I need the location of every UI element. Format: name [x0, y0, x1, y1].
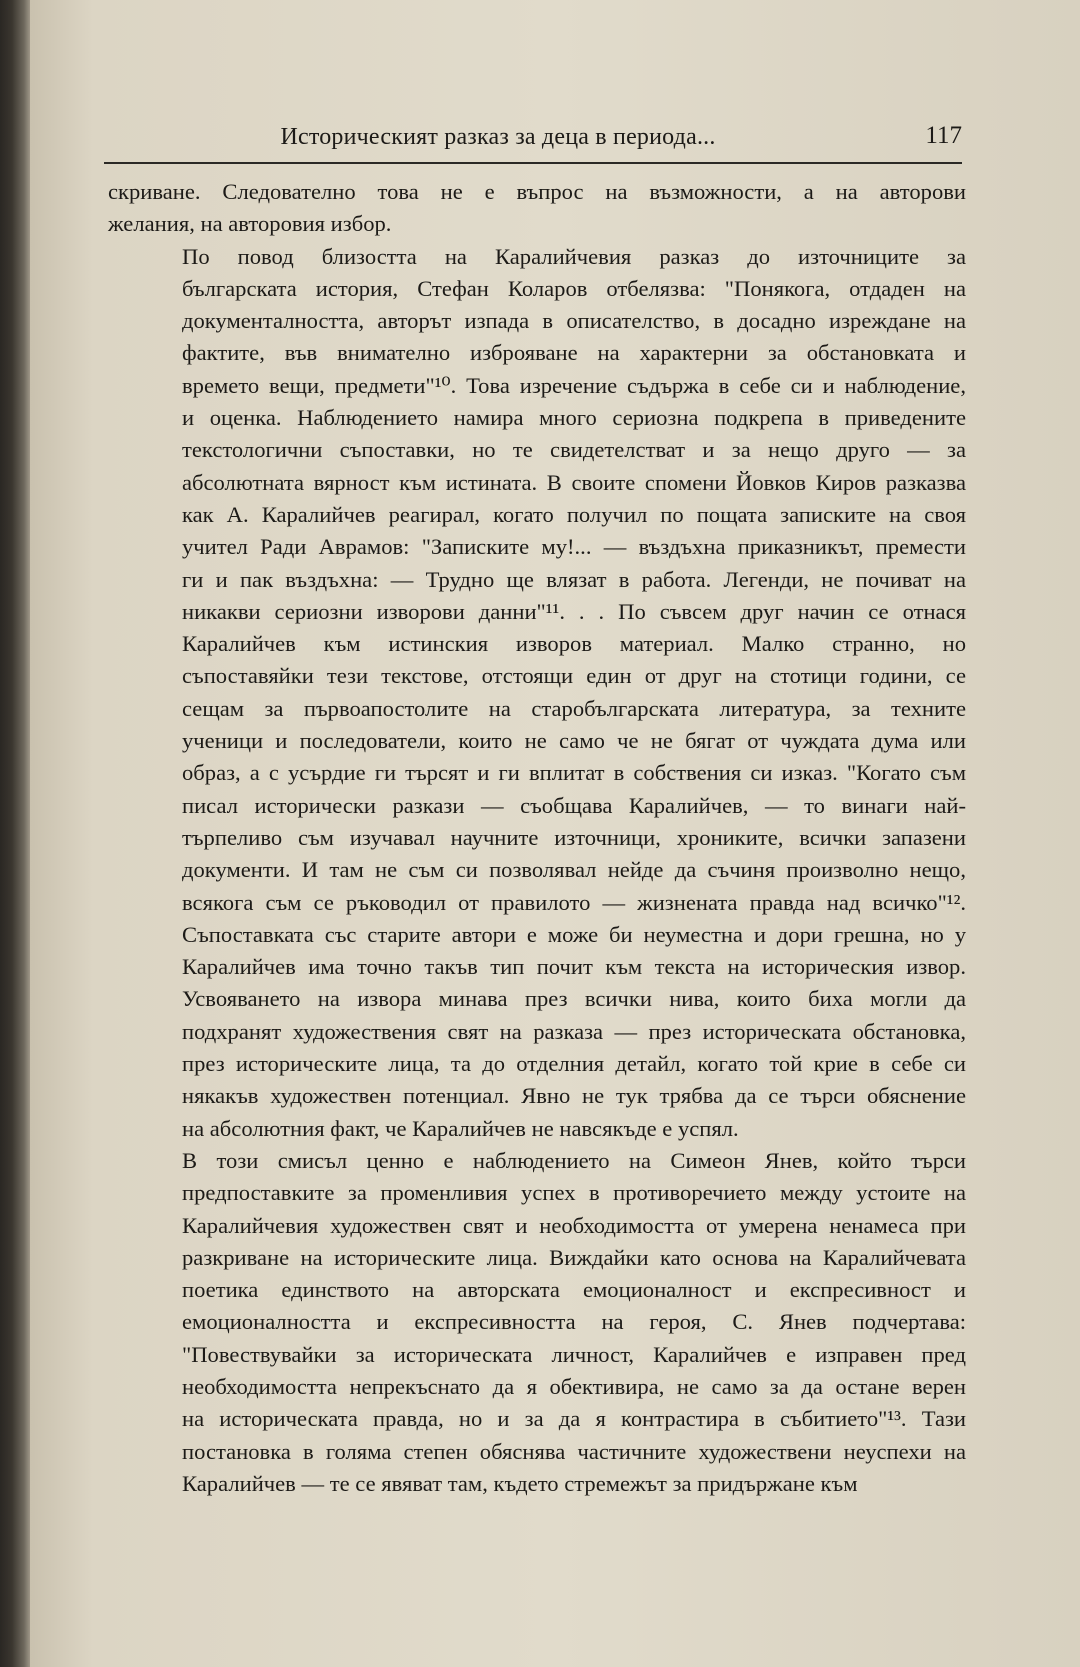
text-line: ги и пак въздъхна: — Трудно ще влязат в работа. Легенди, не почиват на	[182, 566, 966, 592]
text-line: съпоставяйки тези текстове, отстоящи един от друг на стотици години, се	[182, 663, 966, 689]
text-line: на абсолютния факт, че Каралийчев не навсякъде е успял.	[182, 1115, 739, 1141]
page-number: 117	[925, 122, 962, 149]
running-title: Историческият разказ за деца в периода...	[280, 124, 716, 150]
running-header	[104, 118, 962, 164]
paragraph	[108, 1145, 966, 1500]
text-line: предпоставките за променливия успех в противоречието между устоите на	[182, 1180, 966, 1206]
text-line: разкриване на историческите лица. Виждайки като основа на Каралийчевата	[182, 1244, 966, 1270]
text-line: сещам за първоапостолите на старобългарската литература, за техните	[182, 695, 966, 721]
text-line: емоционалността и експресивността на героя, С. Янев подчертава:	[182, 1309, 966, 1335]
text-line: необходимостта непрекъснато да я обективира, не само за да остане верен	[182, 1373, 966, 1399]
text-line: времето вещи, предмети"¹⁰. Това изречение съдържа в себе си и наблюдение,	[182, 372, 966, 398]
text-line: Усвояването на извора минава през всички нива, които биха могли да	[182, 986, 966, 1012]
text-line: абсолютната вярност към истината. В своите спомени Йовков Киров разказва	[182, 469, 966, 495]
text-line: учител Ради Аврамов: "Записките му!... — въздъхна приказникът, премести	[182, 534, 966, 560]
text-line: как А. Каралийчев реагирал, когато получил по пощата записките на своя	[182, 501, 966, 527]
text-line: ученици и последователи, които не само че не бягат от чуждата дума или	[182, 728, 966, 754]
text-line: подхранят художествения свят на разказа — през историческата обстановка,	[182, 1018, 966, 1044]
text-line: никакви сериозни изворови данни"¹¹. . . По съвсем друг начин се отнася	[182, 598, 966, 624]
text-line: Съпоставката със старите автори е може би неуместна и дори грешна, но у	[182, 921, 966, 947]
text-line: поетика единството на авторската емоционалност и експресивност и	[182, 1277, 966, 1303]
text-line: "Повествувайки за историческата личност, Каралийчев е изправен пред	[182, 1341, 966, 1367]
paragraph	[108, 176, 966, 241]
text-line: някакъв художествен потенциал. Явно не тук трябва да се търси обяснение	[182, 1083, 966, 1109]
text-line: Каралийчев — те се явяват там, където стремежът за придържане към	[182, 1470, 858, 1496]
text-line: писал исторически разкази — съобщава Каралийчев, — то винаги най-	[182, 792, 966, 818]
text-line: през историческите лица, та до отделния детайл, когато той крие в себе си	[182, 1051, 966, 1077]
text-line: документи. И там не съм си позволявал нейде да съчиня произволно нещо,	[182, 857, 966, 883]
text-line: образ, а с усърдие ги търсят и ги вплитат в собствения си изказ. "Когато съм	[182, 760, 966, 786]
text-line: Каралийчев има точно такъв тип почит към текста на историческия извор.	[182, 954, 966, 980]
body-text	[108, 176, 966, 1500]
text-line: и оценка. Наблюдението намира много сериозна подкрепа в приведените	[182, 405, 966, 431]
text-line: на историческата правда, но и за да я контрастира в събитието"¹³. Тази	[182, 1406, 966, 1432]
text-line: По повод близостта на Каралийчевия разказ до източниците за	[182, 243, 966, 269]
text-line: фактите, във внимателно изброяване на характерни за обстановката и	[182, 340, 966, 366]
text-line: търпеливо съм изучавал научните източници, хрониките, всички запазени	[182, 824, 966, 850]
text-line: постановка в голяма степен обяснява частичните художествени неуспехи на	[182, 1438, 966, 1464]
text-line: всякога съм се ръководил от правилото — жизнената правда над всичко"¹².	[182, 889, 966, 915]
text-line: желания, на авторовия избор.	[108, 211, 392, 237]
text-line: българската история, Стефан Коларов отбелязва: "Понякога, отдаден на	[182, 275, 966, 301]
text-line: документалността, авторът изпада в описателство, в досадно изреждане на	[182, 308, 966, 334]
text-line: скриване. Следователно това не е въпрос на възможности, а на авторови	[108, 179, 966, 204]
text-line: Каралийчевия художествен свят и необходимостта от умерена ненамеса при	[182, 1212, 966, 1238]
text-line: текстологични съпоставки, но те свидетелстват и за нещо друго — за	[182, 437, 966, 463]
text-line: Каралийчев към истинския изворов материал. Малко странно, но	[182, 631, 966, 657]
book-binding-shadow	[0, 0, 34, 1667]
text-line: В този смисъл ценно е наблюдението на Симеон Янев, който търси	[182, 1147, 966, 1173]
paragraph	[108, 241, 966, 1145]
